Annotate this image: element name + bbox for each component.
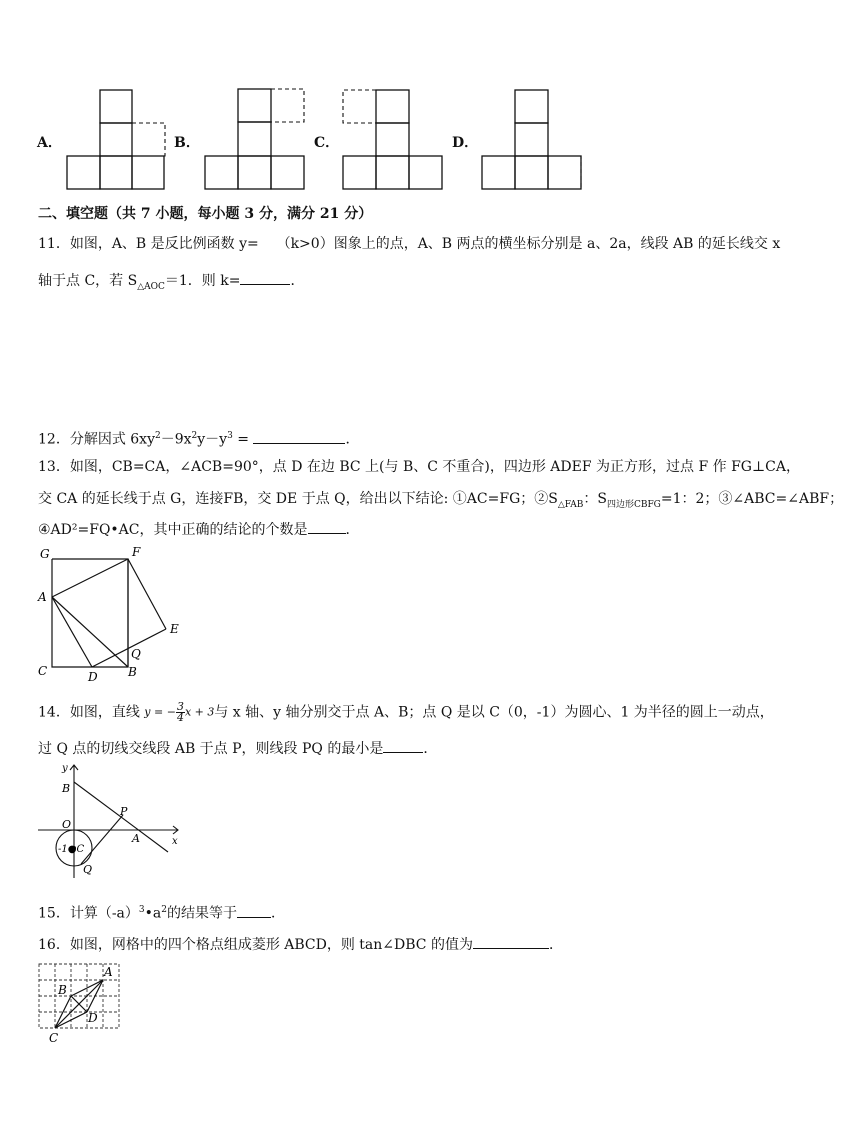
q15-sup1: 3: [138, 905, 145, 915]
q14-label-b: B: [62, 782, 71, 795]
q14-label-c: -1●C: [58, 844, 85, 855]
q11-line1-a: 11．如图，A、B 是反比例函数 y=: [38, 236, 259, 252]
q12-text-b: －9x: [160, 431, 192, 448]
q14-tangent-pq: [81, 815, 123, 864]
q15-text-c: 的结果等于: [166, 905, 237, 922]
q16-label-b: B: [58, 983, 67, 997]
q13-label-e: E: [170, 622, 179, 636]
q14-label-y: y: [62, 763, 68, 774]
q13-label-b: B: [128, 665, 137, 679]
q16-text-b: ．: [548, 937, 563, 953]
q11-line2: [38, 272, 304, 296]
q13-answer-blank[interactable]: [308, 521, 346, 534]
q11-line1: [38, 235, 780, 253]
option-a-net-figure: [60, 80, 175, 195]
q14-coordinate-figure: [36, 760, 186, 884]
q13-label-a: A: [38, 590, 47, 604]
q14-eq-y: y: [144, 705, 151, 719]
section-heading: 二、填空题（共 7 小题，每小题 3 分，满分 21 分）: [38, 206, 373, 222]
q13-line2-b: ：S: [583, 491, 607, 507]
q14-label-p: P: [120, 805, 128, 818]
q13-line2: [38, 490, 843, 514]
q11-area-subscript: △AOC: [137, 281, 165, 292]
option-d-net-figure: [476, 80, 591, 195]
q14-eq-den: 4: [176, 711, 184, 724]
q11-line1-b: （k>0）图象上的点，A、B 两点的横坐标分别是 a、2a，线段 AB 的延长线交 x: [276, 236, 781, 252]
q13-label-q: Q: [131, 647, 141, 661]
q16-line: [38, 936, 563, 954]
q11-answer-blank[interactable]: [240, 272, 290, 285]
q14-line1-a: 14．如图，直线: [38, 704, 140, 721]
q12-text-e: ．: [345, 431, 360, 448]
q14-line2-b: ．: [423, 741, 438, 757]
q11-line2-b: ＝1．则 k=: [164, 273, 241, 289]
q12-answer-blank[interactable]: [253, 431, 345, 444]
q15-answer-blank[interactable]: [237, 905, 271, 918]
option-c-net-figure: [336, 80, 451, 195]
q15-text-b: •a: [144, 905, 162, 922]
q14-eq-fraction: [176, 702, 185, 723]
q16-grid-rhombus-figure: [34, 958, 124, 1046]
q12-sup2: 2: [191, 431, 198, 441]
q14-label-a: A: [132, 832, 140, 845]
q15-text-a: 15．计算（-a）: [38, 905, 139, 922]
q13-line3-a: ④AD²=FQ•AC，其中正确的结论的个数是: [38, 522, 308, 538]
q14-line2-a: 过 Q 点的切线交线段 AB 于点 P，则线段 PQ 的最小是: [38, 741, 384, 757]
q13-label-f: F: [132, 545, 141, 559]
q13-sub-fab: △FAB: [557, 499, 584, 510]
q13-label-c: C: [38, 664, 48, 678]
q12-text-d: =: [232, 431, 254, 448]
q13-line2-a: 交 CA 的延长线于点 G，连接FB，交 DE 于点 Q，给出以下结论: ①AC=FG；②S: [38, 491, 558, 507]
option-b-label: B．: [174, 135, 200, 151]
q16-label-a: A: [104, 965, 113, 979]
q14-label-o: O: [62, 818, 72, 831]
q14-label-x: x: [172, 836, 178, 847]
q12-sup3: 3: [227, 431, 233, 441]
option-c-label: C．: [314, 135, 340, 151]
q12-text-c: y－y: [197, 431, 228, 448]
q14-line2: [38, 740, 437, 758]
q12-text-a: 12．分解因式 6xy: [38, 431, 155, 448]
q13-line3-b: ．: [345, 522, 360, 538]
option-d-label: D．: [452, 135, 479, 151]
q13-label-d: D: [88, 670, 98, 684]
q16-label-c: C: [49, 1031, 59, 1045]
q14-eq-rest: x + 3: [184, 705, 215, 719]
q13-line2-c: =1：2；③∠ABC=∠ABF；: [660, 491, 843, 507]
q12-line: [38, 427, 359, 449]
q14-answer-blank[interactable]: [383, 740, 423, 753]
q14-eq-eq: = −: [150, 705, 176, 719]
q13-sub-cbfg: 四边形CBFG: [606, 499, 661, 510]
q15-line: [38, 901, 285, 923]
q15-text-d: ．: [270, 905, 285, 922]
q14-eq-num: 3: [176, 700, 184, 713]
q14-label-q: Q: [83, 863, 93, 876]
q13-label-g: G: [40, 547, 50, 561]
q12-sup1: 2: [154, 431, 161, 441]
q16-answer-blank[interactable]: [473, 936, 549, 949]
option-a-label: A．: [37, 135, 62, 151]
q16-label-d: D: [88, 1011, 98, 1025]
option-figures-row: [0, 80, 794, 195]
q13-line3: [38, 521, 360, 539]
q11-line2-c: ．: [290, 273, 305, 289]
q11-line2-a: 轴于点 C，若 S: [38, 273, 138, 289]
q16-text-a: 16．如图，网格中的四个格点组成菱形 ABCD，则 tan∠DBC 的值为: [38, 937, 473, 953]
q13-square-figure: [30, 544, 190, 686]
q13-line1: 13．如图，CB=CA，∠ACB=90°，点 D 在边 BC 上(与 B、C 不重合)，四边形 ADEF 为正方形，过点 F 作 FG⊥CA，: [38, 459, 800, 475]
q14-equation: [144, 702, 214, 723]
q14-line1: [38, 702, 774, 723]
q15-sup2: 2: [161, 905, 167, 915]
q14-line1-b: 与 x 轴、y 轴分别交于点 A、B；点 Q 是以 C（0，-1）为圆心、1 为半径的圆上一动点，: [214, 704, 774, 721]
option-b-net-figure: [198, 80, 313, 195]
